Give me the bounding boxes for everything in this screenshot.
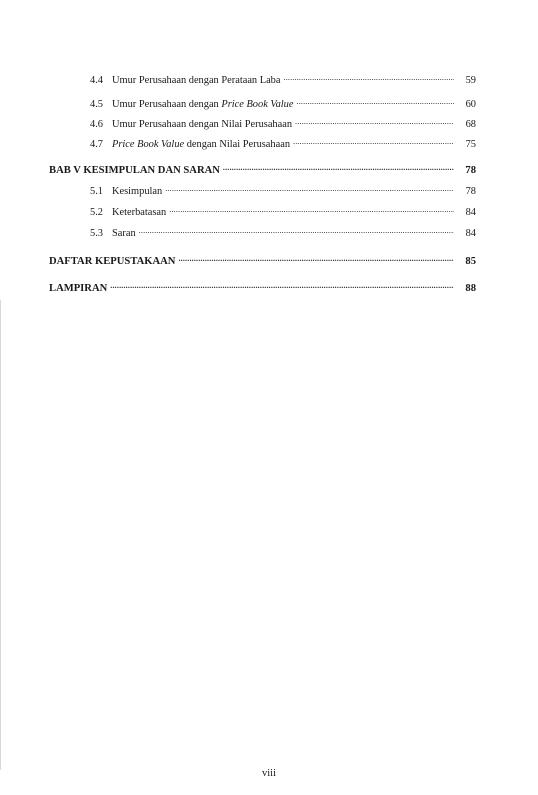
dot-leader bbox=[284, 73, 455, 83]
toc-entry-title: Price Book Value dengan Nilai Perusahaan bbox=[112, 139, 291, 150]
toc-chapter-bab-v bbox=[49, 163, 476, 177]
dot-leader bbox=[165, 184, 454, 194]
toc-entry-page: 68 bbox=[465, 119, 476, 130]
scan-edge-shadow bbox=[0, 300, 1, 770]
toc-entry-number: 5.2 bbox=[90, 207, 103, 218]
toc-chapter-daftar-kepustakaan bbox=[49, 254, 476, 268]
toc-entry-title: Umur Perusahaan dengan Nilai Perusahaan bbox=[112, 119, 293, 130]
toc-entry-number: 4.7 bbox=[90, 139, 103, 150]
dot-leader bbox=[139, 226, 454, 236]
toc-entry-number: 5.1 bbox=[90, 186, 103, 197]
dot-leader bbox=[110, 281, 454, 291]
toc-entry-4-7 bbox=[90, 137, 476, 151]
toc-entry-page: 84 bbox=[465, 228, 476, 239]
toc-chapter-heading: LAMPIRAN bbox=[49, 283, 108, 294]
dot-leader bbox=[178, 254, 454, 264]
toc-entry-number: 4.6 bbox=[90, 119, 103, 130]
toc-chapter-heading: BAB V KESIMPULAN DAN SARAN bbox=[49, 165, 220, 176]
toc-entry-5-1 bbox=[90, 184, 476, 198]
toc-chapter-lampiran bbox=[49, 281, 476, 295]
toc-entry-number: 5.3 bbox=[90, 228, 103, 239]
toc-entry-title: Keterbatasan bbox=[112, 207, 167, 218]
toc-chapter-page: 85 bbox=[465, 256, 476, 267]
toc-entry-title: Kesimpulan bbox=[112, 186, 163, 197]
toc-entry-4-5 bbox=[90, 97, 476, 111]
toc-entry-page: 60 bbox=[465, 99, 476, 110]
page-number-footer: viii bbox=[261, 768, 276, 779]
toc-entry-title: Saran bbox=[112, 228, 136, 239]
toc-entry-page: 75 bbox=[465, 139, 476, 150]
toc-chapter-page: 78 bbox=[465, 165, 476, 176]
toc-chapter-heading: DAFTAR KEPUSTAKAAN bbox=[49, 256, 176, 267]
toc-entry-title: Umur Perusahaan dengan Price Book Value bbox=[112, 99, 294, 110]
toc-entry-4-6 bbox=[90, 117, 476, 131]
toc-entry-5-2 bbox=[90, 205, 476, 219]
dot-leader bbox=[293, 137, 454, 147]
toc-entry-4-4 bbox=[90, 73, 476, 87]
dot-leader bbox=[295, 117, 454, 127]
toc-entry-page: 78 bbox=[465, 186, 476, 197]
dot-leader bbox=[223, 163, 454, 173]
toc-entry-title: Umur Perusahaan dengan Perataan Laba bbox=[112, 75, 281, 86]
toc-entry-number: 4.4 bbox=[90, 75, 103, 86]
toc-entry-page: 84 bbox=[465, 207, 476, 218]
toc-entry-5-3 bbox=[90, 226, 476, 240]
toc-entry-number: 4.5 bbox=[90, 99, 103, 110]
dot-leader bbox=[169, 205, 454, 215]
dot-leader bbox=[297, 97, 455, 107]
toc-chapter-page: 88 bbox=[465, 283, 476, 294]
toc-entry-page: 59 bbox=[465, 75, 476, 86]
